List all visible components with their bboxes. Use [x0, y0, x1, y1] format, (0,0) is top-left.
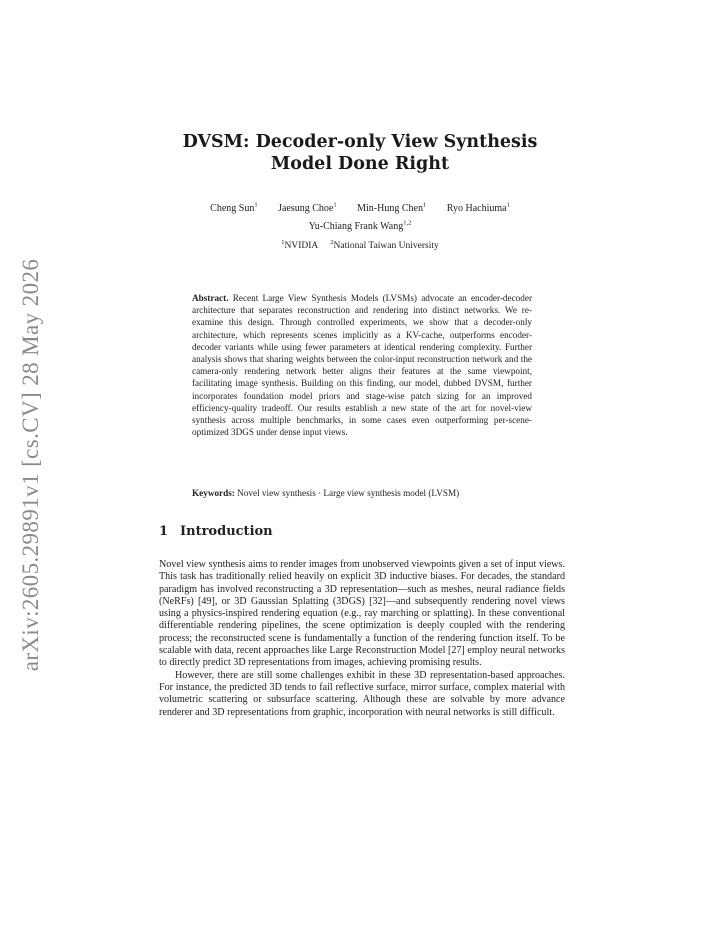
author — [278, 203, 337, 214]
author — [309, 221, 412, 232]
author-list — [150, 199, 570, 234]
author-name: Cheng Sun — [210, 203, 255, 215]
section-heading — [159, 524, 273, 539]
abstract-label: Abstract. — [192, 293, 229, 303]
author — [357, 203, 426, 214]
author-name: Yu-Chiang Frank Wang — [308, 220, 404, 232]
affiliation-name: NVIDIA — [284, 241, 319, 252]
arxiv-stamp-text: arXiv:2605.29891v1 [cs.CV] 28 May 2026 — [18, 258, 43, 672]
author-sup: 1 — [254, 202, 258, 209]
paper-title: DVSM: Decoder-only View Synthesis Model Done Right — [182, 132, 538, 174]
abstract — [192, 292, 532, 438]
affiliation-sup: 1 — [281, 239, 285, 246]
body-text — [159, 559, 565, 719]
affiliations — [150, 239, 570, 251]
author-sup: 1,2 — [403, 219, 412, 227]
author — [447, 203, 510, 214]
paragraph: However, there are still some challenges exhibit in these 3D representation-based approaches. For instance, the predicted 3D tends to fail reflective surface, mirror surface, complex material with volumetric scattering or subsurface scattering. Although these are solvable by more advance renderer and 3D representations from graphic, incorporation with neural networks is still difficult. — [159, 669, 565, 718]
section-title: Introduction — [180, 524, 273, 539]
author — [210, 203, 257, 214]
section-number: 1 — [159, 524, 169, 539]
author-name: Jaesung Choe — [278, 203, 334, 215]
author-name: Min-Hung Chen — [357, 203, 423, 215]
paragraph: Novel view synthesis aims to render images from unobserved viewpoints given a set of input views. This task has traditionally relied heavily on explicit 3D inductive biases. For decades, the standard paradigm has involved reconstructing a 3D representation—such as meshes, neural radiance fields (NeRFs) [49], or 3D Gaussian Splatting (3DGS) [32]—and subsequently rendering novel views using a physics-inspired rendering equation (e.g., ray marching or splatting). In these conventional differentiable rendering pipelines, the scene optimization is deeply coupled with the rendering process; the reconstructed scene is fundamentally a function of the rendering function itself. To be scalable with data, recent approaches like Large Reconstruction Model [27] employ neural networks to directly predict 3D representations from images, achieving promising results. — [159, 559, 565, 669]
keywords — [192, 487, 532, 499]
affiliation-name: National Taiwan University — [333, 241, 439, 252]
keywords-label: Keywords: — [192, 488, 235, 498]
keywords-text: Novel view synthesis · Large view synthesis model (LVSM) — [237, 488, 460, 498]
arxiv-stamp — [11, 255, 51, 675]
affiliation-sup: 2 — [330, 239, 334, 246]
abstract-text: Recent Large View Synthesis Models (LVSMs) advocate an encoder-decoder architecture that separates reconstruction and rendering into distinct networks. We re-examine this design. Through controlled experiments, we show that a decoder-only architecture, which represents scenes implicitly as a KV-cache, outperforms encoder-decoder variants while using fewer parameters at identical rendering complexity. Further analysis shows that sharing weights between the color-input reconstruction network and the camera-only rendering network better aligns their features at the same viewpoint, facilitating image synthesis. Building on this finding, our model, dubbed DVSM, further incorporates foundation model priors and stage-wise patch sizing for an improved efficiency-quality tradeoff. Our results establish a new state of the art for novel-view synthesis across multiple benchmarks, in some cases even outperforming per-scene-optimized 3DGS under dense input views. — [192, 293, 533, 438]
author-sup: 1 — [333, 202, 337, 209]
author-sup: 1 — [506, 202, 510, 209]
author-sup: 1 — [422, 202, 427, 209]
author-name: Ryo Hachiuma — [446, 203, 507, 215]
